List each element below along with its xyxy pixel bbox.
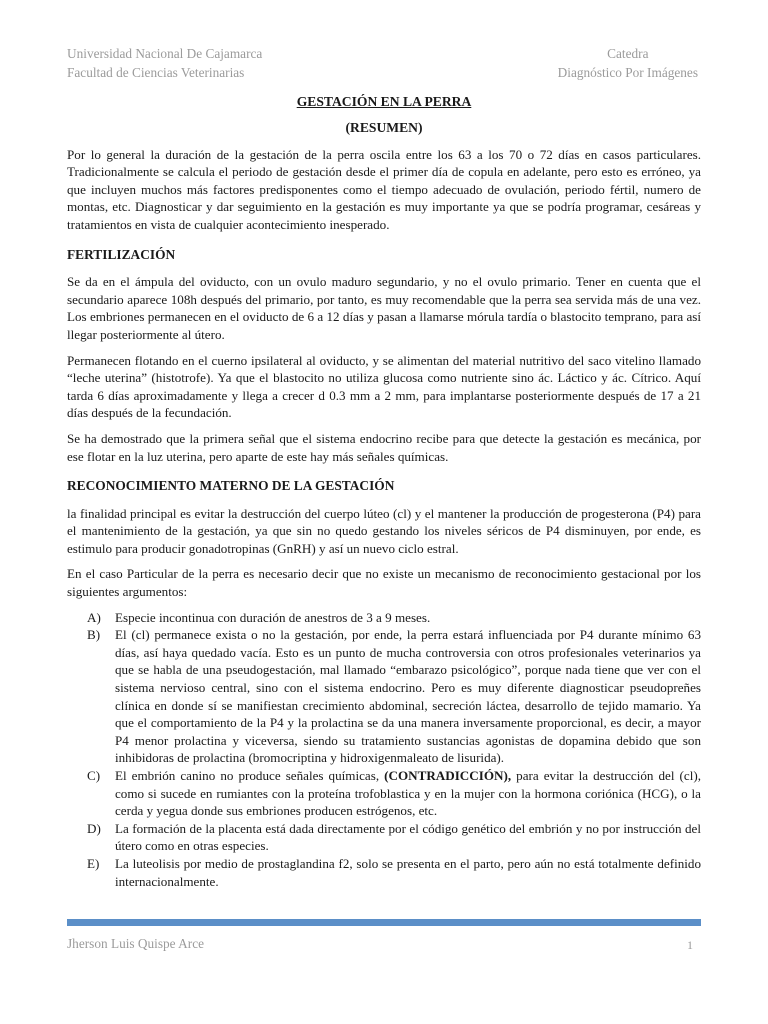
list-marker: E) (87, 855, 100, 871)
document-subtitle: (RESUMEN) (345, 120, 423, 135)
list-marker: D) (87, 820, 101, 836)
list-marker: A) (87, 609, 101, 625)
footer-divider-bar (67, 919, 701, 926)
paragraph: la finalidad principal es evitar la destrucción del cuerpo lúteo (cl) y el mantener la producción de progesterona (P4) para el mantenimiento de la gestación, ya que sin no quedo gestando los niveles séricos de P4 disminuyen, por ende, es estimulo para producir gonadotropinas (GnRH) y así un nuevo ciclo estral. (67, 505, 701, 556)
list-marker: B) (87, 627, 101, 643)
university-name: Universidad Nacional De Cajamarca (67, 46, 263, 61)
list-marker: C) (87, 768, 101, 783)
page-header-right (558, 44, 698, 82)
list-item (67, 626, 701, 767)
faculty-name: Facultad de Ciencias Veterinarias (67, 65, 245, 80)
list-item-text: La formación de la placenta está dada directamente por el código genético del embrión y no por instrucción del útero como en otras especies. (115, 820, 701, 854)
list-item-emphasis: (CONTRADICCIÓN), (384, 768, 512, 783)
course-name: Diagnóstico Por Imágenes (557, 65, 698, 80)
intro-paragraph: Por lo general la duración de la gestación de la perra oscila entre los 63 a los 70 o 72 días en casos particulares. Tradicionalmente se calcula el periodo de gestación desde el primer día de copula en adelante, pero esto es erróneo, ya que incluyen muchos más factores predisponentes como el tiempo adecuado de ovulación, periodo fértil, numero de montas, etc. Diagnosticar y dar seguimiento en la gestación es muy importante ya que se podría programar, cesáreas y tratamientos en vista de cualquier acontecimiento inesperado. (67, 146, 701, 232)
document-title: GESTACIÓN EN LA PERRA (296, 94, 472, 109)
list-item (67, 609, 701, 627)
section-heading-fertilizacion: FERTILIZACIÓN (67, 246, 176, 262)
list-item-text: La luteolisis por medio de prostaglandina f2, solo se presenta en el parto, pero aún no está totalmente definido internacionalmente. (115, 855, 701, 889)
list-item-text: El embrión canino no produce señales químicas, (115, 768, 385, 783)
list-item (67, 820, 701, 855)
course-label: Catedra (607, 46, 649, 61)
section-heading-reconocimiento: RECONOCIMIENTO MATERNO DE LA GESTACIÓN (67, 478, 395, 494)
footer-author: Jherson Luis Quispe Arce (67, 936, 205, 951)
list-item-text: Especie incontinua con duración de anestros de 3 a 9 meses. (115, 609, 431, 625)
page-header-left (67, 44, 262, 82)
list-item-text: El (cl) permanece exista o no la gestación, por ende, la perra estará influenciada por P4 durante mínimo 63 días, así haya quedado vacía. Esto es un punto de mucha controversia con otros profesionales veterinarios ya que se habla de una pseudogestación, mal llamado “embarazo psicológico”, porque nada tiene que ver con el sistema nervioso central, sino con el sistema endocrino. Pero es muy diferente diagnosticar pseudopreñes clínica en donde sí se manifiestan crecimiento abdominal, secreción láctea, desarrollo de tejido mamario. Ya que el comportamiento de la P4 y la prolactina se da una manera inversamente proporcional, es decir, a mayor P4 menor prolactina y viceversa, siendo su tratamiento sustancias agonistas de dopamina debido que son inhibidoras de prolactina (bromocriptina y hidroxigenmaleato de lisurida). (115, 627, 701, 766)
document-body (67, 92, 701, 890)
argument-list (67, 609, 701, 891)
paragraph: Permanecen flotando en el cuerno ipsilateral al oviducto, y se alimentan del material nutritivo del saco vitelino llamado “leche uterina” (histotrofe). Ya que el blastocito no utiliza glucosa como nutriente sino ác. Láctico y ác. Cítrico. Aquí tarda 6 días aproximadamente y llega a crecer d 0.3 mm a 2 mm, para implantarse posteriormente después de 17 a 21 días después de la fecundación. (67, 352, 701, 421)
paragraph: En el caso Particular de la perra es necesario decir que no existe un mecanismo de reconocimiento gestacional por los siguientes argumentos: (67, 566, 701, 600)
list-item (67, 855, 701, 890)
paragraph: Se ha demostrado que la primera señal que el sistema endocrino recibe para que detecte la gestación es mecánica, por ese flotar en la luz uterina, pero aparte de este hay más señales químicas. (67, 430, 701, 464)
page-number: 1 (687, 938, 693, 952)
paragraph: Se da en el ámpula del oviducto, con un ovulo maduro segundario, y no el ovulo primario. Tener en cuenta que el secundario aparece 108h después del primario, por tanto, es muy recomendable que la perra sea servida más de una vez. Los embriones permanecen en el oviducto de 6 a 12 días y pasan a llamarse mórula tardía o blastocito temprano, para así llegar posteriormente al útero. (67, 274, 701, 342)
list-item (67, 767, 701, 820)
list-item-text: para evitar la destrucción del (cl), como si sucede en rumiantes con la proteína trofoblastica y en la mujer con la hormona coriónica (HCG), o la cerda y yegua donde sus embriones producen estrógenos, etc. (115, 768, 701, 819)
